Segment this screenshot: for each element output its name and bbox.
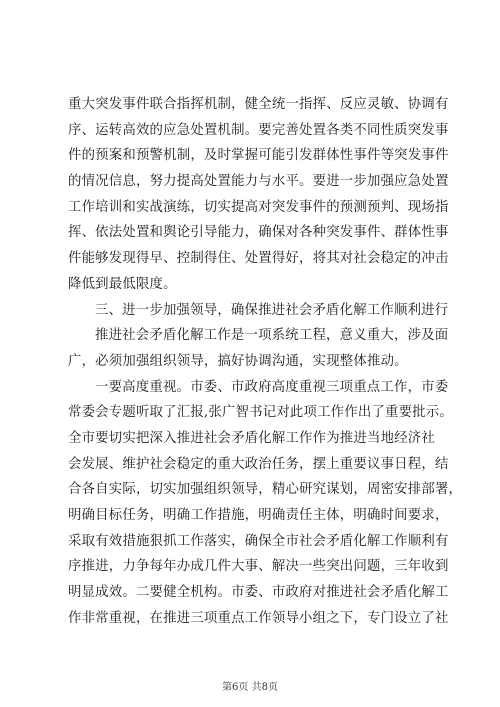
body-text xyxy=(68,92,463,631)
text-line: 序推进，力争每年办成几件大事、解决一些突出问题，三年收到 xyxy=(68,559,449,575)
text-line: 常委会专题听取了汇报,张广智书记对此项工作作出了重要批示。 xyxy=(68,405,453,421)
text-line: 作非常重视，在推进三项重点工作领导小组之下，专门设立了社 xyxy=(68,610,449,626)
text-line: 一要高度重视。市委、市政府高度重视三项重点工作，市委 xyxy=(95,379,449,395)
text-line: 会发展、维护社会稳定的重大政治任务，摆上重要议事日程，结 xyxy=(68,456,449,472)
text-line: 广，必须加强组织领导，搞好协调沟通，实现整体推动。 xyxy=(68,353,408,369)
text-line: 重大突发事件联合指挥机制，健全统一指挥、反应灵敏、协调有 xyxy=(68,97,449,112)
section-heading: 三、进一步加强领导，确保推进社会矛盾化解工作顺利进行 xyxy=(95,302,449,318)
text-line: 工作培训和实战演练，切实提高对突发事件的预测预判、现场指 xyxy=(68,199,449,215)
text-line: 合各自实际，切实加强组织领导，精心研究谋划，周密安排部署， xyxy=(68,482,463,498)
text-line: 推进社会矛盾化解工作是一项系统工程，意义重大，涉及面 xyxy=(95,328,449,344)
text-line: 降低到最低限度。 xyxy=(68,276,177,292)
text-line: 明确目标任务，明确工作措施，明确责任主体，明确时间要求， xyxy=(68,508,449,523)
text-line: 全市要切实把深入推进社会矛盾化解工作作为推进当地经济社 xyxy=(68,430,435,446)
page-number: 第6页 共8页 xyxy=(222,682,278,693)
text-line: 序、运转高效的应急处置机制。要完善处置各类不同性质突发事 xyxy=(68,122,449,138)
text-line: 件的预案和预警机制，及时掌握可能引发群体性事件等突发事件 xyxy=(68,148,449,164)
text-line: 件能够发现得早、控制得住、处置得好，将其对社会稳定的冲击 xyxy=(68,251,449,267)
text-line: 的情况信息，努力提高处置能力与水平。要进一步加强应急处置 xyxy=(68,174,449,190)
text-line: 挥、依法处置和舆论引导能力，确保对各种突发事件、群体性事 xyxy=(68,225,449,241)
text-line: 采取有效措施狠抓工作落实，确保全市社会矛盾化解工作顺利有 xyxy=(68,533,449,549)
text-line: 明显成效。二要健全机构。市委、市政府对推进社会矛盾化解工 xyxy=(68,585,449,601)
